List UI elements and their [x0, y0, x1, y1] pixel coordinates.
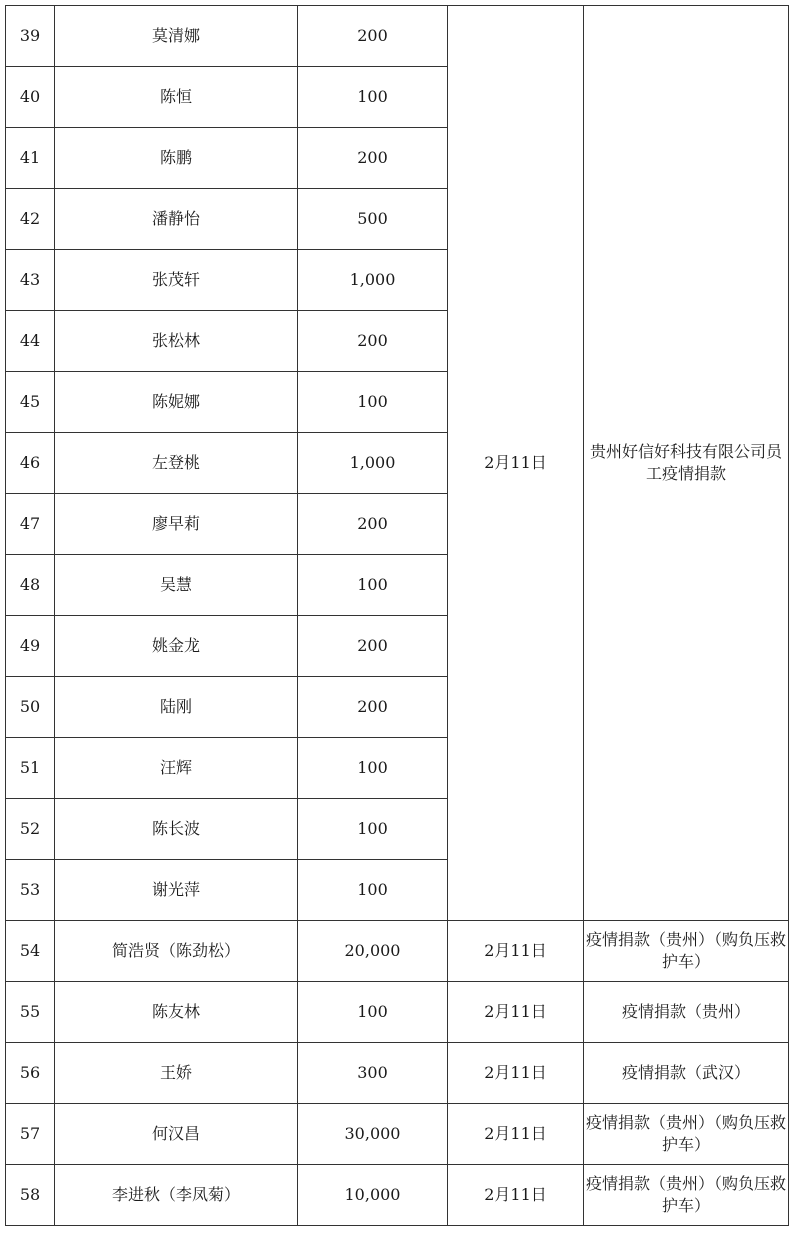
donor-name: 李进秋（李凤菊） [55, 1165, 298, 1226]
table-row [6, 1165, 789, 1226]
donation-amount: 100 [298, 67, 448, 128]
row-number: 53 [6, 860, 55, 921]
row-number: 48 [6, 555, 55, 616]
donation-table [5, 5, 789, 1226]
row-number: 46 [6, 433, 55, 494]
row-number: 51 [6, 738, 55, 799]
row-number: 42 [6, 189, 55, 250]
table-row [6, 6, 789, 67]
group-note: 贵州好信好科技有限公司员工疫情捐款 [584, 6, 789, 921]
donor-name: 简浩贤（陈劲松） [55, 921, 298, 982]
donation-amount: 200 [298, 616, 448, 677]
donation-amount: 100 [298, 860, 448, 921]
donation-amount: 200 [298, 128, 448, 189]
donation-date: 2月11日 [448, 1043, 584, 1104]
row-number: 45 [6, 372, 55, 433]
donation-amount: 100 [298, 555, 448, 616]
donation-amount: 300 [298, 1043, 448, 1104]
donation-amount: 100 [298, 799, 448, 860]
donation-amount: 100 [298, 372, 448, 433]
donor-name: 王娇 [55, 1043, 298, 1104]
row-number: 39 [6, 6, 55, 67]
donation-note: 疫情捐款（贵州） [584, 982, 789, 1043]
donor-name: 姚金龙 [55, 616, 298, 677]
donor-name: 张茂轩 [55, 250, 298, 311]
donation-amount: 1,000 [298, 433, 448, 494]
row-number: 40 [6, 67, 55, 128]
row-number: 43 [6, 250, 55, 311]
donor-name: 何汉昌 [55, 1104, 298, 1165]
donor-name: 陈长波 [55, 799, 298, 860]
row-number: 54 [6, 921, 55, 982]
donation-date: 2月11日 [448, 921, 584, 982]
table-row [6, 1104, 789, 1165]
donor-name: 吴慧 [55, 555, 298, 616]
donor-name: 陈恒 [55, 67, 298, 128]
donor-name: 汪辉 [55, 738, 298, 799]
donation-amount: 200 [298, 494, 448, 555]
donation-amount: 200 [298, 677, 448, 738]
donor-name: 陈鹏 [55, 128, 298, 189]
donor-name: 廖早莉 [55, 494, 298, 555]
donation-note: 疫情捐款（武汉） [584, 1043, 789, 1104]
table-row [6, 982, 789, 1043]
row-number: 44 [6, 311, 55, 372]
donation-note: 疫情捐款（贵州）（购负压救护车） [584, 1165, 789, 1226]
donor-name: 谢光萍 [55, 860, 298, 921]
donation-date: 2月11日 [448, 1104, 584, 1165]
row-number: 58 [6, 1165, 55, 1226]
table-row [6, 921, 789, 982]
donation-amount: 10,000 [298, 1165, 448, 1226]
donation-amount: 1,000 [298, 250, 448, 311]
donor-name: 潘静怡 [55, 189, 298, 250]
donor-name: 莫清娜 [55, 6, 298, 67]
donation-amount: 200 [298, 311, 448, 372]
table-row [6, 1043, 789, 1104]
donation-date: 2月11日 [448, 1165, 584, 1226]
donation-amount: 20,000 [298, 921, 448, 982]
donor-name: 陈妮娜 [55, 372, 298, 433]
donation-note: 疫情捐款（贵州）（购负压救护车） [584, 1104, 789, 1165]
row-number: 52 [6, 799, 55, 860]
row-number: 57 [6, 1104, 55, 1165]
donation-amount: 500 [298, 189, 448, 250]
donation-amount: 100 [298, 738, 448, 799]
group-date: 2月11日 [448, 6, 584, 921]
row-number: 47 [6, 494, 55, 555]
donor-name: 左登桃 [55, 433, 298, 494]
donation-amount: 200 [298, 6, 448, 67]
donation-amount: 100 [298, 982, 448, 1043]
donation-note: 疫情捐款（贵州）（购负压救护车） [584, 921, 789, 982]
row-number: 50 [6, 677, 55, 738]
row-number: 55 [6, 982, 55, 1043]
donor-name: 张松林 [55, 311, 298, 372]
donor-name: 陈友林 [55, 982, 298, 1043]
row-number: 41 [6, 128, 55, 189]
donation-date: 2月11日 [448, 982, 584, 1043]
row-number: 56 [6, 1043, 55, 1104]
row-number: 49 [6, 616, 55, 677]
donor-name: 陆刚 [55, 677, 298, 738]
donation-amount: 30,000 [298, 1104, 448, 1165]
